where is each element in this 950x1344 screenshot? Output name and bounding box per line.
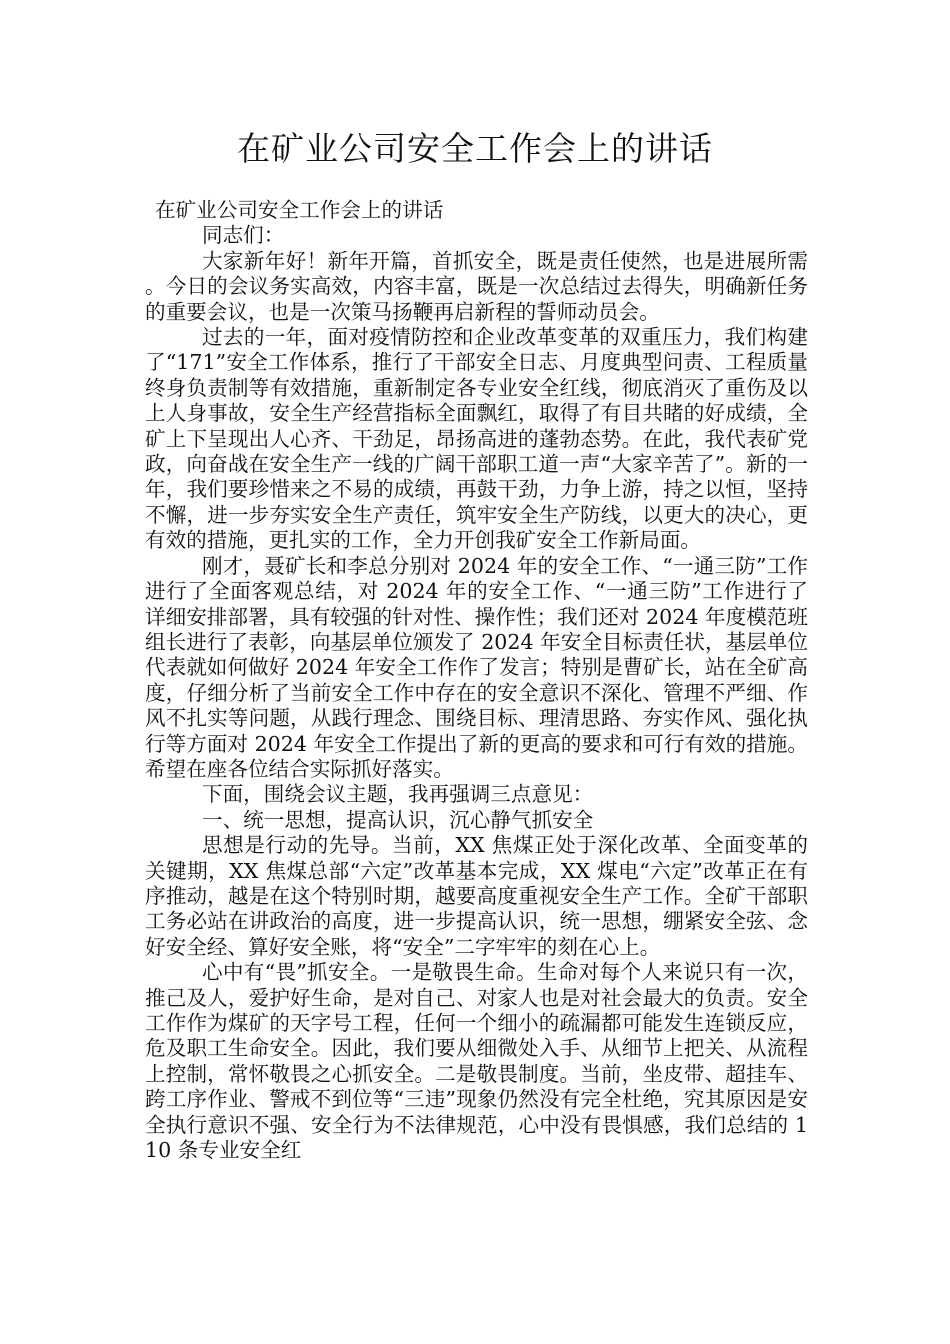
- paragraph: 刚才，聂矿长和李总分别对 2024 年的安全工作、“一通三防”工作进行了全面客观总结，对 2024 年的安全工作、“一通三防”工作进行了详细安排部署，具有较强的针对性、操作性；我们还对 2024 年度模范班组长进行了表彰，向基层单位颁发了 2024 年安全目标责任状，基层单位代表就如何做好 2024 年安全工作作了发言；特别是曹矿长，站在全矿高度，仔细分析了当前安全工作中存在的安全意识不深化、管理不严细、作风不扎实等问题，从践行理念、围绕目标、理清思路、夯实作风、强化执行等方面对 2024 年安全工作提出了新的更高的要求和可行有效的措施。希望在座各位结合实际抓好落实。: [145, 553, 808, 781]
- document-subtitle: 在矿业公司安全工作会上的讲话: [155, 198, 444, 222]
- section-heading: 一、统一思想，提高认识，沉心静气抓安全: [202, 807, 594, 832]
- paragraph: 心中有“畏”抓安全。一是敬畏生命。生命对每个人来说只有一次，推己及人，爱护好生命，是对自己、对家人也是对社会最大的负责。安全工作作为煤矿的天字号工程，任何一个细小的疏漏都可能发生连锁反应，危及职工生命安全。因此，我们要从细微处入手、从细节上把关、从流程上控制，常怀敬畏之心抓安全。二是敬畏制度。当前，坐皮带、超挂车、跨工序作业、警戒不到位等“三违”现象仍然没有完全杜绝，究其原因是安全执行意识不强、安全行为不法律规范，心中没有畏惧感，我们总结的 110 条专业安全红: [145, 960, 808, 1163]
- document-title: 在矿业公司安全工作会上的讲话: [237, 129, 713, 168]
- paragraph: 大家新年好！新年开篇，首抓安全，既是责任使然，也是进展所需。今日的会议务实高效，内容丰富，既是一次总结过去得失，明确新任务的重要会议，也是一次策马扬鞭再启新程的誓师动员会。: [145, 248, 808, 324]
- paragraph: 过去的一年，面对疫情防控和企业改革变革的双重压力，我们构建了“171”安全工作体系，推行了干部安全日志、月度典型问责、工程质量终身负责制等有效措施，重新制定各专业安全红线，彻底消灭了重伤及以上人身事故，安全生产经营指标全面飘红，取得了有目共睹的好成绩，全矿上下呈现出人心齐、干劲足，昂扬高进的蓬勃态势。在此，我代表矿党政，向奋战在安全生产一线的广阔干部职工道一声“大家辛苦了”。新的一年，我们要珍惜来之不易的成绩，再鼓干劲，力争上游，持之以恒，坚持不懈，进一步夯实安全生产责任，筑牢安全生产防线，以更大的决心，更有效的措施，更扎实的工作，全力开创我矿安全工作新局面。: [145, 325, 808, 553]
- paragraph: 下面，围绕会议主题，我再强调三点意见：: [202, 782, 594, 807]
- document-body: [145, 198, 808, 1163]
- paragraph: 思想是行动的先导。当前，XX 焦煤正处于深化改革、全面变革的关键期，XX 焦煤总部“六定”改革基本完成，XX 煤电“六定”改革正在有序推动，越是在这个特别时期，越要高度重视安全生产工作。全矿干部职工务必站在讲政治的高度，进一步提高认识，统一思想，绷紧安全弦、念好安全经、算好安全账，将“安全”二字牢牢的刻在心上。: [145, 833, 808, 959]
- salutation: 同志们：: [202, 223, 285, 248]
